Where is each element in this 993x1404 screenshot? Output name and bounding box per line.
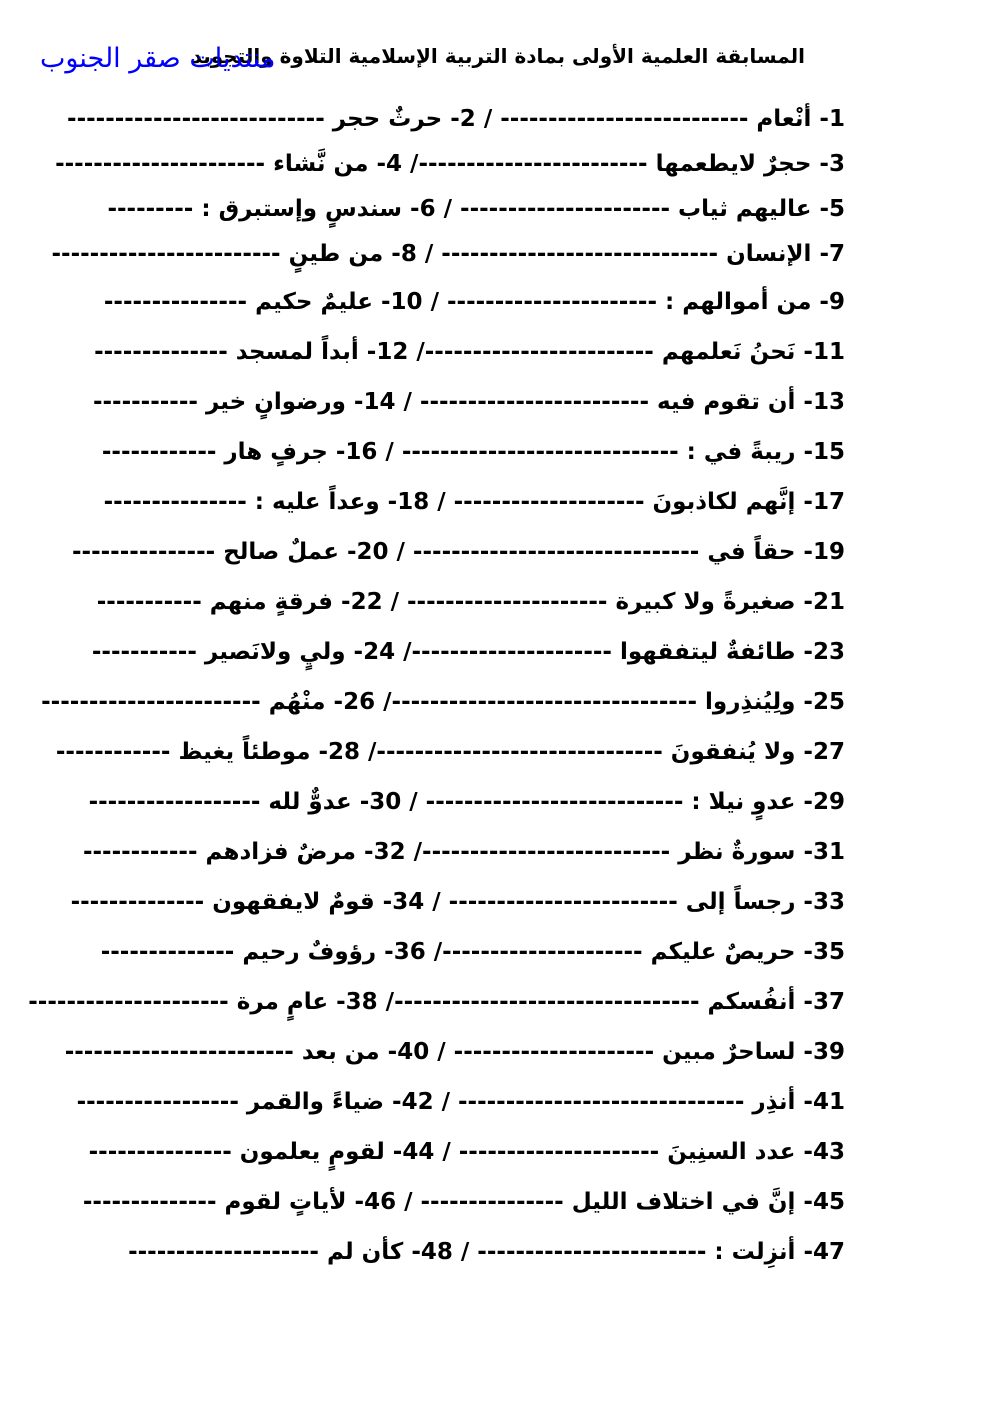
list-row: 39- لساحرٌ مبين --------------------- / 40- من بعد ------------------------ — [64, 1039, 845, 1065]
list-row: 29- عدوٍ نيلا : --------------------------- / 30- عدوٌّ لله ------------------ — [88, 789, 845, 815]
list-row: 15- ريبةً في : ----------------------------- / 16- جرفٍ هار ------------ — [101, 439, 845, 465]
page-title: المسابقة العلمية الأولى بمادة التربية الإسلامية التلاوة والتجويد — [191, 44, 805, 68]
forum-watermark: منتديات صقر الجنوب — [40, 43, 276, 74]
list-row: 35- حريصٌ عليكم ---------------------/ 36- رؤوفٌ رحيم -------------- — [100, 939, 845, 965]
list-row: 37- أنفُسكم --------------------------------/ 38- عامٍ مرة --------------------- — [28, 989, 845, 1015]
list-row: 47- أنزِلت : ------------------------ / 48- كأن لم -------------------- — [128, 1239, 845, 1265]
list-row: 7- الإنسان ----------------------------- / 8- من طينٍ ------------------------ — [51, 241, 845, 267]
list-row: 27- ولا يُنفقونَ ------------------------------/ 28- موطئاً يغيظ ------------ — [55, 739, 845, 765]
list-row: 43- عدد السنِينَ --------------------- / 44- لقومٍ يعلمون --------------- — [88, 1139, 845, 1165]
list-row: 23- طائفةٌ ليتفقهوا ---------------------/ 24- وليٍ ولانَصير ----------- — [91, 639, 845, 665]
list-row: 13- أن تقوم فيه ------------------------ / 14- ورضوانٍ خير ----------- — [92, 389, 845, 415]
list-row: 45- إنَّ في اختلاف الليل --------------- / 46- لأياتٍ لقوم -------------- — [82, 1189, 845, 1215]
header — [0, 0, 993, 95]
list-row: 11- نَحنُ نَعلمهم ------------------------/ 12- أبداً لمسجد -------------- — [94, 339, 845, 365]
list-row: 19- حقاً في ------------------------------ / 20- عملٌ صالح --------------- — [72, 539, 845, 565]
list-row: 31- سورةٌ نظر --------------------------/ 32- مرضٌ فزادهم ------------ — [82, 839, 845, 865]
worksheet-list — [0, 97, 845, 1277]
list-row: 41- أنذِر ------------------------------ / 42- ضياءً والقمر ----------------- — [76, 1089, 845, 1115]
list-row: 17- إنَّهم لكاذبونَ -------------------- / 18- وعداً عليه : --------------- — [103, 489, 845, 515]
list-row: 3- حجرٌ لايطعمها ------------------------/ 4- من نَّشاء ---------------------- — [55, 151, 845, 177]
list-row: 9- من أموالهم : ---------------------- / 10- عليمٌ حكيم --------------- — [103, 289, 845, 315]
list-row: 1- أنْعام -------------------------- / 2- حرثٌ حجر --------------------------- — [67, 106, 845, 132]
list-row: 5- عاليهم ثياب ---------------------- / 6- سندسٍ وإستبرق : --------- — [107, 196, 845, 222]
list-row: 21- صغيرةً ولا كبيرة --------------------- / 22- فرقةٍ منهم ----------- — [96, 589, 845, 615]
list-row: 33- رجساً إلى ------------------------ / 34- قومٌ لايفقهون -------------- — [70, 889, 845, 915]
list-row: 25- ولِيُنذِروا --------------------------------/ 26- منْهُم ----------------------- — [41, 689, 845, 715]
